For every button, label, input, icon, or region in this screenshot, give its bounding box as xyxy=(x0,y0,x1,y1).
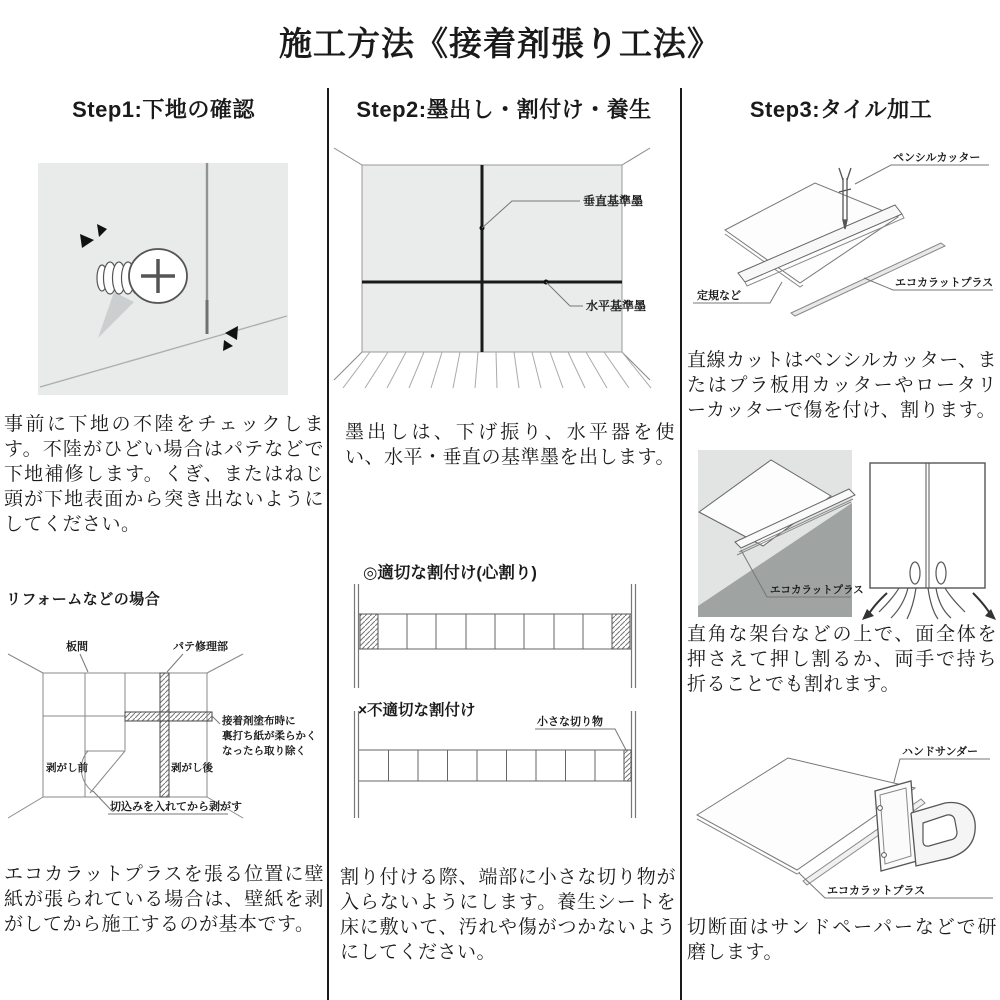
hand-sander xyxy=(875,781,975,871)
ecocarat-label-1: エコカラットプラス xyxy=(895,277,994,289)
small-cut-label: 小さな切り物 xyxy=(537,716,603,728)
good-layout-heading: ◎適切な割付け(心割り) xyxy=(363,564,537,582)
ruler-label: 定規など xyxy=(697,290,741,302)
horizontal-ink-label: 水平基準墨 xyxy=(586,299,647,313)
page-title: 施工方法《接着剤張り工法》 xyxy=(279,25,721,62)
step2-header: Step2:墨出し・割付け・養生 xyxy=(356,97,652,122)
tile-row xyxy=(359,614,631,649)
scoring-illustration xyxy=(683,148,998,348)
step3-header: Step3:タイル加工 xyxy=(749,97,933,122)
reform-case-diagram xyxy=(0,628,325,856)
before-peel-label: 剥がし前 xyxy=(46,762,88,774)
after-peel-label: 剥がし後 xyxy=(171,762,213,774)
good-layout-diagram xyxy=(330,556,680,696)
column-divider-1 xyxy=(327,88,329,1000)
adhesive-note-line2: 裏打ち紙が柔らかく xyxy=(222,730,317,742)
fingers xyxy=(879,588,965,619)
board-joint-label: 板間 xyxy=(66,641,88,653)
putty-repair-label: パテ修理部 xyxy=(173,641,228,653)
cut-note-label: 切込みを入れてから剥がす xyxy=(110,801,242,813)
step3-text-3: 切断面はサンドペーパーなどで研磨します。 xyxy=(687,917,997,963)
bad-layout-heading: ×不適切な割付け xyxy=(358,702,476,719)
step1-text-1: 事前に下地の不陸をチェックします。不陸がひどい場合はパテなどで下地補修します。くぎ、またはねじ頭が下地表面から突き出ないようにしてください。 xyxy=(4,414,324,535)
hand-breaking xyxy=(862,463,996,620)
step1-header: Step1:下地の確認 xyxy=(72,97,255,122)
column-divider-2 xyxy=(680,88,682,1000)
ecocarat-label-2: エコカラットプラス xyxy=(770,584,864,596)
substrate-check-illustration xyxy=(0,150,325,412)
vertical-ink-label: 垂直基準墨 xyxy=(583,194,644,208)
reform-case-heading: リフォームなどの場合 xyxy=(6,591,161,608)
step3-text-2: 直角な架台などの上で、面全体を押さえて押し割るか、両手で持ち折ることでも割れます。 xyxy=(687,624,997,695)
reference-lines-diagram xyxy=(330,145,680,410)
wall-outline xyxy=(8,654,243,818)
step2-text-1: 墨出しは、下げ振り、水平器を使い、水平・垂直の基準墨を出します。 xyxy=(345,422,675,468)
step3-text-1: 直線カットはペンシルカッター、またはプラ板用カッターやロータリーカッターで傷を付け、割ります。 xyxy=(687,350,997,421)
step2-text-2: 割り付ける際、端部に小さな切り物が入らないようにします。養生シートを床に敷いて、汚れや傷がつかないようにしてください。 xyxy=(340,867,676,963)
tile-row xyxy=(359,750,631,781)
adhesive-note-line1: 接着剤塗布時に xyxy=(222,715,296,727)
sanding-illustration xyxy=(683,713,998,911)
step1-text-2: エコカラットプラスを張る位置に壁紙が張られている場合は、壁紙を剥がしてから施工するのが基本です。 xyxy=(4,864,324,935)
adhesive-note-line3: なったら取り除く xyxy=(222,745,306,757)
bad-layout-diagram xyxy=(330,693,680,828)
ecocarat-label-3: エコカラットプラス xyxy=(827,885,926,897)
floor-hatch xyxy=(343,352,651,388)
pencil-cutter-label: ペンシルカッター xyxy=(893,152,981,164)
snapping-illustration xyxy=(683,448,998,620)
hand-sander-label: ハンドサンダー xyxy=(902,746,979,758)
